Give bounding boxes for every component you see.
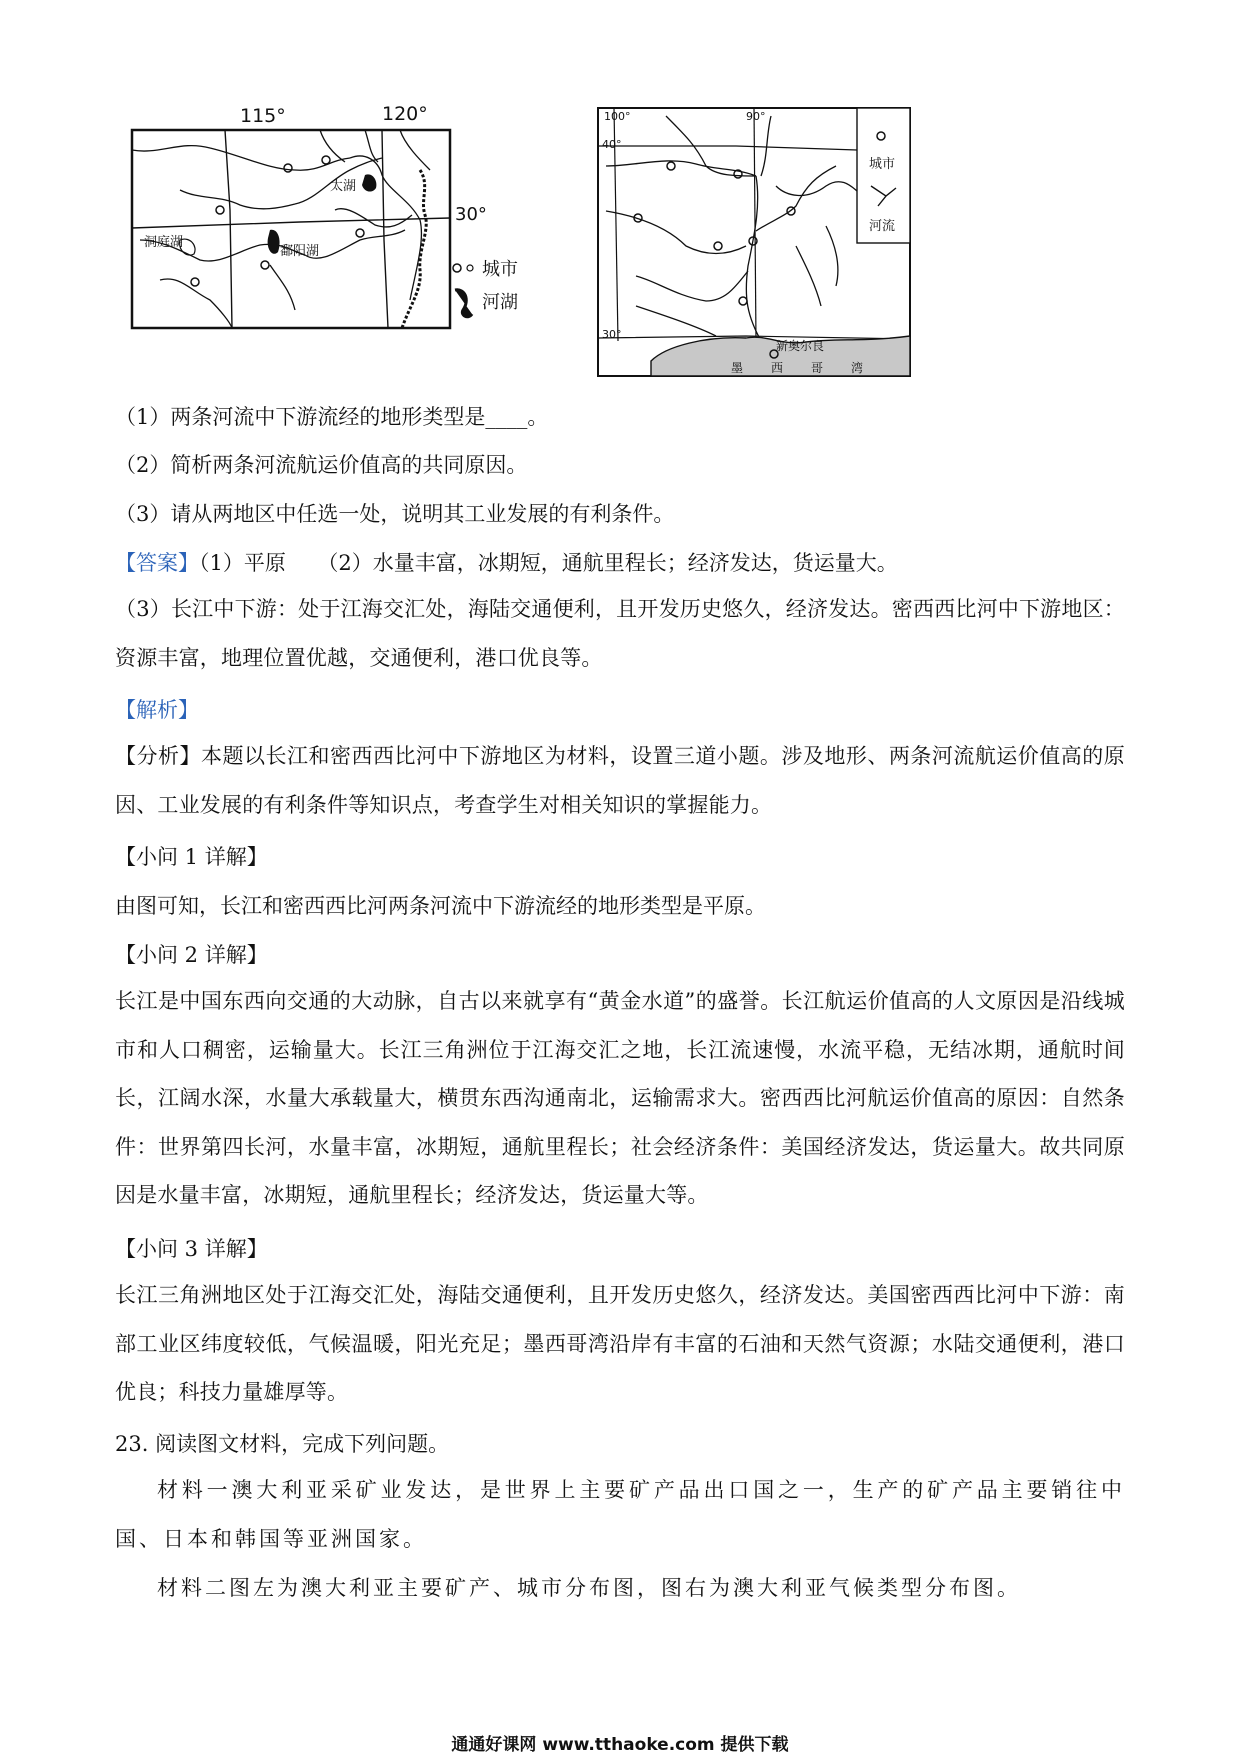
lat-label-30: 30° (602, 328, 622, 341)
sub1-title: 【小问 1 详解】 (115, 845, 268, 869)
legend-lake-label: 河湖 (482, 292, 518, 313)
gulf-label-1: 墨 (731, 361, 744, 375)
poyang-lake (268, 230, 280, 254)
gulf-label-4: 湾 (851, 361, 864, 375)
lon-label-90: 90° (746, 110, 766, 123)
gulf-label-3: 哥 (811, 361, 824, 375)
mississippi-map (596, 106, 916, 381)
dongting-label: 洞庭湖 (144, 235, 184, 250)
yangtze-map (120, 100, 580, 360)
lat-label-30: 30° (455, 204, 487, 225)
taihu-lake (362, 174, 376, 191)
answer-tag: 【答案】 (115, 551, 199, 575)
page-footer: 通通好课网 www.tthaoke.com 提供下载 (451, 1735, 789, 1755)
lon-label-115: 115° (240, 105, 286, 127)
answer-text-1: （1）平原 （2）水量丰富，冰期短，通航里程长；经济发达，货运量大。 (199, 551, 898, 575)
poyang-label: 鄱阳湖 (280, 244, 320, 259)
lake-legend-icon (455, 290, 472, 317)
new-orleans-label: 新奥尔良 (776, 339, 825, 353)
legend-city-label: 城市 (869, 157, 896, 172)
taihu-label: 太湖 (330, 179, 357, 194)
city-markers (634, 162, 795, 358)
sub1-text: 由图可知，长江和密西西比河两条河流中下游流经的地形类型是平原。 (115, 894, 766, 918)
legend-city-label: 城市 (482, 259, 518, 280)
sub3-text: 长江三角洲地区处于江海交汇处，海陆交通便利，且开发历史悠久，经济发达。美国密西西比河中下游：南部工业区纬度较低，气候温暖，阳光充足；墨西哥湾沿岸有丰富的石油和天然气资源；水陆交通便利，港口优良；科技力量雄厚等。 (115, 1283, 1125, 1404)
analysis-tag: 【解析】 (115, 698, 199, 722)
q23-material-2: 材料二图左为澳大利亚主要矿产、城市分布图，图右为澳大利亚气候类型分布图。 (157, 1576, 1021, 1600)
answer-text-2: （3）长江中下游：处于江海交汇处，海陆交通便利，且开发历史悠久，经济发达。密西西比河中下游地区：资源丰富，地理位置优越，交通便利，港口优良等。 (115, 597, 1125, 670)
q23-material-1: 材料一澳大利亚采矿业发达，是世界上主要矿产品出口国之一，生产的矿产品主要销往中国、日本和韩国等亚洲国家。 (115, 1478, 1125, 1551)
sub3-title: 【小问 3 详解】 (115, 1237, 268, 1261)
gulf-label-2: 西 (771, 361, 784, 375)
answer-line-1 (115, 548, 898, 578)
lat-label-40: 40° (602, 138, 622, 151)
question-3: （3）请从两地区中任选一处，说明其工业发展的有利条件。 (115, 502, 675, 526)
city-legend-icon (453, 264, 461, 272)
river-network (606, 116, 857, 346)
question-1: （1）两条河流中下游流经的地形类型是____。 (115, 405, 549, 429)
analysis-fenxi: 【分析】本题以长江和密西西比河中下游地区为材料，设置三道小题。涉及地形、两条河流航运价值高的原因、工业发展的有利条件等知识点，考查学生对相关知识的掌握能力。 (115, 744, 1125, 817)
lon-label-100: 100° (604, 110, 631, 123)
legend-river-label: 河流 (869, 219, 896, 234)
q23-stem: 23. 阅读图文材料，完成下列问题。 (115, 1432, 450, 1456)
sub2-text: 长江是中国东西向交通的大动脉，自古以来就享有“黄金水道”的盛誉。长江航运价值高的人文原因是沿线城市和人口稠密，运输量大。长江三角洲位于江海交汇之地，长江流速慢，水流平稳，无结冰期，通航时间长，江阔水深，水量大承载量大，横贯东西沟通南北，运输需求大。密西西比河航运价值高的原因：自然条件：世界第四长河，水量丰富，冰期短，通航里程长；社会经济条件：美国经济发达，货运量大。故共同原因是水量丰富，冰期短，通航里程长；经济发达，货运量大等。 (115, 989, 1125, 1207)
question-2: （2）简析两条河流航运价值高的共同原因。 (115, 453, 528, 477)
lon-label-120: 120° (382, 103, 428, 125)
sub2-title: 【小问 2 详解】 (115, 943, 268, 967)
river-network (132, 130, 430, 328)
